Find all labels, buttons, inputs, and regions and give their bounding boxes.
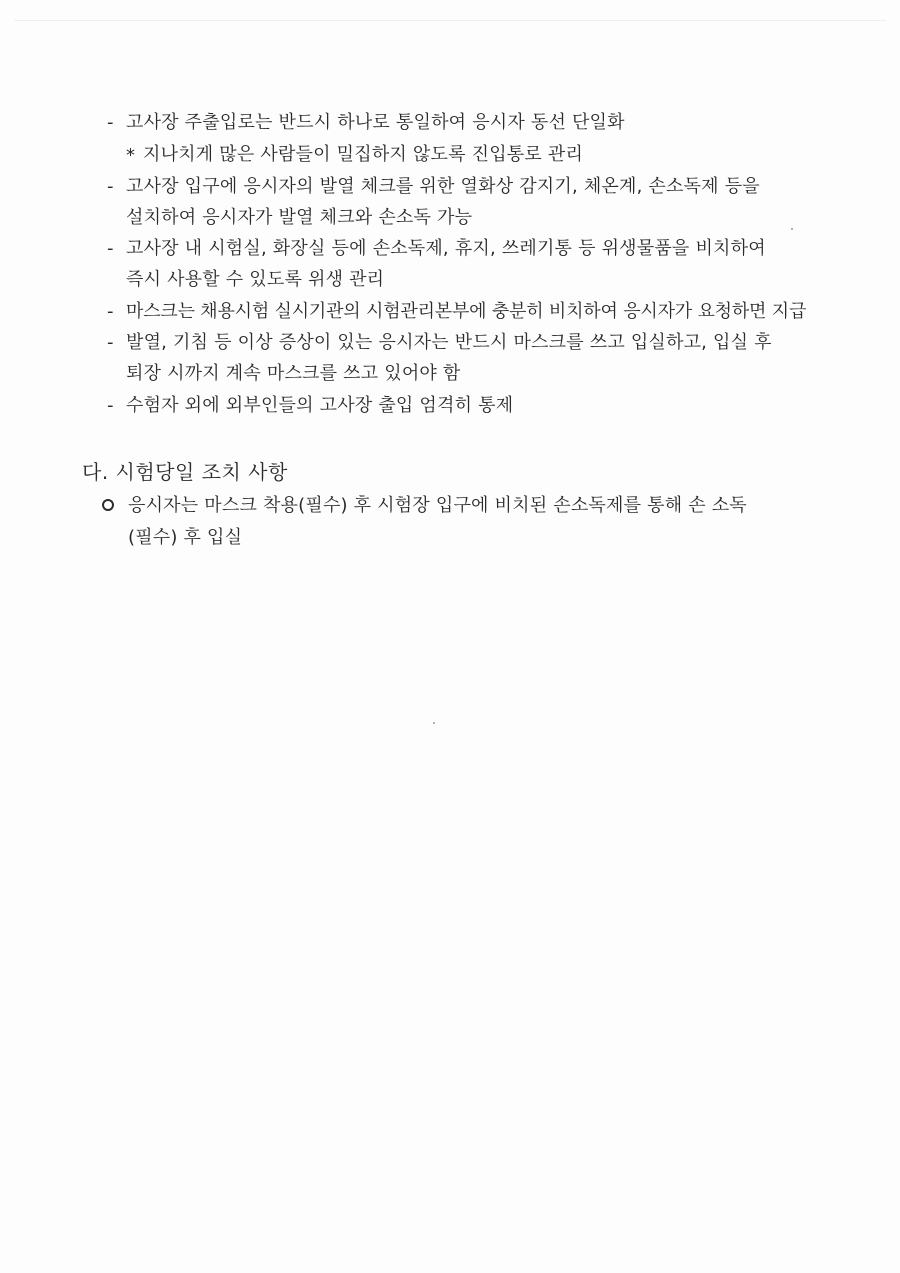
page-top-rule xyxy=(14,20,886,21)
bullet-text-continued: 설치하여 응시자가 발열 체크와 손소독 가능 xyxy=(126,207,473,228)
dash-marker: - xyxy=(107,238,114,259)
bullet-text-continued: 즉시 사용할 수 있도록 위생 관리 xyxy=(126,269,385,290)
scan-speck xyxy=(791,228,793,230)
circle-bullet-icon xyxy=(102,499,114,511)
section-item-text-continued: (필수) 후 입실 xyxy=(128,527,243,548)
dash-marker: - xyxy=(107,176,114,197)
dash-marker: - xyxy=(107,301,114,322)
note-text: 지나치게 많은 사람들이 밀집하지 않도록 진입통로 관리 xyxy=(143,144,584,165)
bullet-text: 고사장 입구에 응시자의 발열 체크를 위한 열화상 감지기, 체온계, 손소독제 등을 xyxy=(126,176,760,197)
dash-marker: - xyxy=(107,112,114,133)
bullet-text: 발열, 기침 등 이상 증상이 있는 응시자는 반드시 마스크를 쓰고 입실하고, 입실 후 xyxy=(126,332,772,353)
bullet-text: 고사장 주출입로는 반드시 하나로 통일하여 응시자 동선 단일화 xyxy=(126,112,625,133)
dash-marker: - xyxy=(107,332,114,353)
bullet-text: 마스크는 채용시험 실시기관의 시험관리본부에 충분히 비치하여 응시자가 요청하면 지급 xyxy=(126,301,807,322)
section-heading: 다. 시험당일 조치 사항 xyxy=(82,460,288,484)
bullet-text: 수험자 외에 외부인들의 고사장 출입 엄격히 통제 xyxy=(126,395,514,416)
bullet-text: 고사장 내 시험실, 화장실 등에 손소독제, 휴지, 쓰레기통 등 위생물품을 비치하여 xyxy=(126,238,766,259)
dash-marker: - xyxy=(107,395,114,416)
asterisk-marker: * xyxy=(126,145,135,166)
scan-speck xyxy=(433,722,435,724)
section-item-text: 응시자는 마스크 착용(필수) 후 시험장 입구에 비치된 손소독제를 통해 손 소독 xyxy=(128,495,747,516)
bullet-text-continued: 퇴장 시까지 계속 마스크를 쓰고 있어야 함 xyxy=(126,363,461,384)
